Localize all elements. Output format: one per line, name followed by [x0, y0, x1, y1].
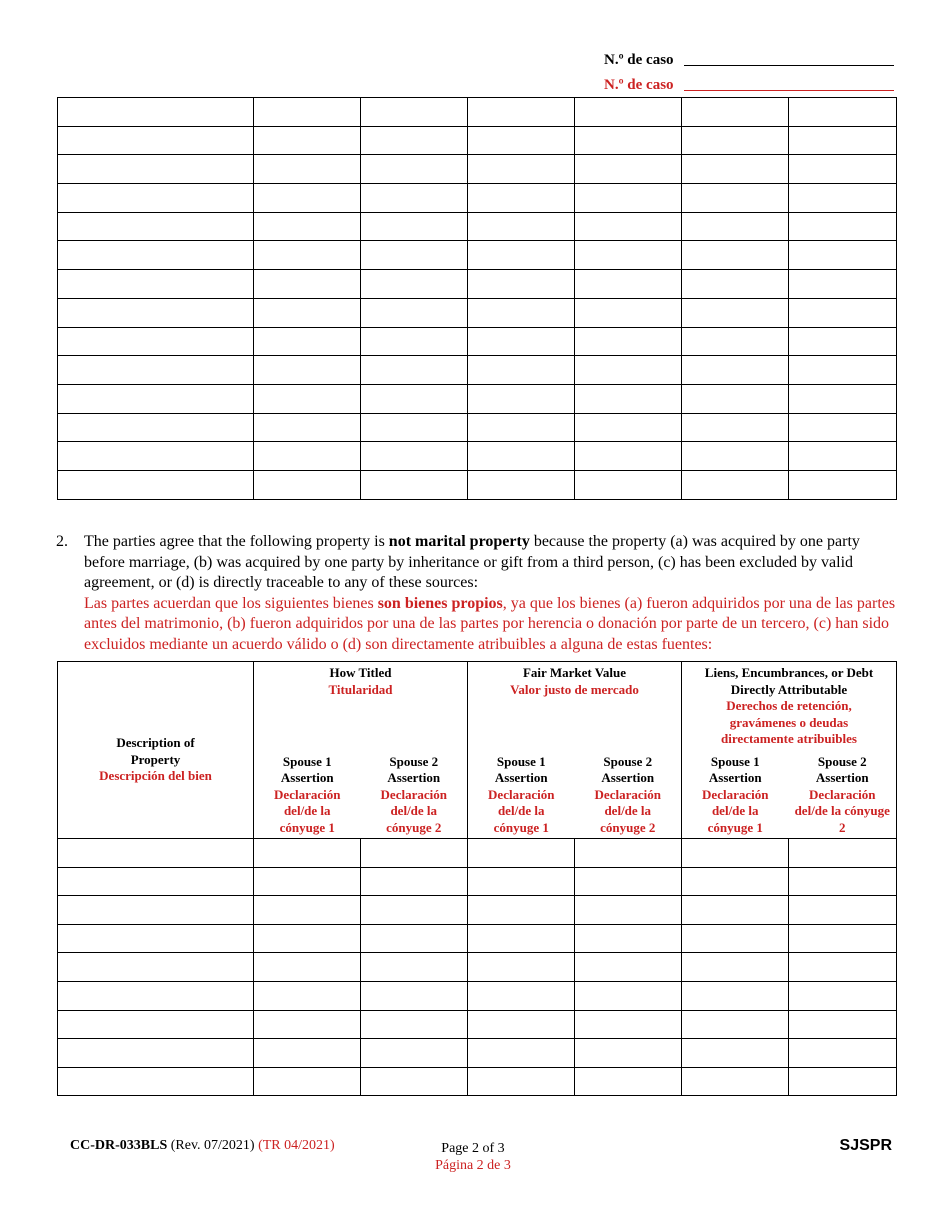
table2-cell[interactable]: [682, 1067, 789, 1096]
table1-cell[interactable]: [361, 212, 468, 241]
table1-cell[interactable]: [58, 241, 254, 270]
table1-cell[interactable]: [468, 126, 575, 155]
table2-row: [58, 1039, 897, 1068]
table2-row: [58, 839, 897, 868]
table2-cell[interactable]: [361, 1039, 468, 1068]
table2-cell[interactable]: [575, 867, 682, 896]
table1-cell[interactable]: [361, 470, 468, 499]
table1-cell[interactable]: [254, 270, 361, 299]
table2-cell[interactable]: [254, 981, 361, 1010]
table2-cell[interactable]: [361, 1067, 468, 1096]
table1-cell[interactable]: [468, 184, 575, 213]
table1-cell[interactable]: [254, 155, 361, 184]
table2-cell[interactable]: [789, 1010, 897, 1039]
table1-cell[interactable]: [468, 356, 575, 385]
table1-cell[interactable]: [682, 212, 789, 241]
non-marital-property-table: [57, 661, 897, 1096]
table1-cell[interactable]: [682, 327, 789, 356]
table1-cell[interactable]: [58, 327, 254, 356]
table2-cell[interactable]: [58, 896, 254, 925]
table2-row: [58, 981, 897, 1010]
case-number-label-en: N.º de caso: [604, 52, 674, 68]
table1-cell[interactable]: [575, 356, 682, 385]
table1-cell[interactable]: [58, 184, 254, 213]
table1-cell[interactable]: [682, 270, 789, 299]
table2-cell[interactable]: [789, 924, 897, 953]
table1-cell[interactable]: [361, 126, 468, 155]
table2-cell[interactable]: [682, 896, 789, 925]
table2-cell[interactable]: [575, 896, 682, 925]
table2-cell[interactable]: [58, 1039, 254, 1068]
table1-cell[interactable]: [58, 212, 254, 241]
section-2-text-es: Las partes acuerdan que los siguientes bienes son bienes propios, ya que los bienes (a) fueron adquiridos por una de las partes antes del matrimonio, (b) fueron adquiridos por una de las partes por herencia o donación por parte de un tercero, (c) han sido excluidos mediante un acuerdo válido o (d) son directamente atribuibles a alguna de estas fuentes:: [84, 594, 896, 653]
col-how-titled-spouse-2: Spouse 2 Assertion Declaración del/de la cónyuge 2: [361, 752, 468, 839]
table1-cell[interactable]: [468, 270, 575, 299]
table2-cell[interactable]: [789, 1067, 897, 1096]
table1-cell[interactable]: [575, 184, 682, 213]
table1-row: [58, 270, 897, 299]
table2-cell[interactable]: [58, 924, 254, 953]
table1-cell[interactable]: [789, 384, 897, 413]
table1-cell[interactable]: [58, 126, 254, 155]
table2-cell[interactable]: [58, 839, 254, 868]
table2-cell[interactable]: [361, 924, 468, 953]
table1-cell[interactable]: [254, 442, 361, 471]
table1-cell[interactable]: [468, 98, 575, 127]
court-code: SJSPR: [839, 1137, 892, 1154]
table1-cell[interactable]: [254, 126, 361, 155]
table1-cell[interactable]: [468, 241, 575, 270]
table1-cell[interactable]: [789, 184, 897, 213]
table2-row: [58, 896, 897, 925]
table1-cell[interactable]: [682, 241, 789, 270]
table1-cell[interactable]: [361, 155, 468, 184]
table1-cell[interactable]: [789, 298, 897, 327]
table1-cell[interactable]: [58, 270, 254, 299]
table1-cell[interactable]: [468, 442, 575, 471]
table2-cell[interactable]: [468, 981, 575, 1010]
table1-cell[interactable]: [682, 184, 789, 213]
table1-cell[interactable]: [58, 356, 254, 385]
table1-cell[interactable]: [468, 384, 575, 413]
group-how-titled: How Titled Titularidad: [254, 662, 468, 752]
table2-cell[interactable]: [682, 1039, 789, 1068]
col-fmv-spouse-2: Spouse 2 Assertion Declaración del/de la cónyuge 2: [575, 752, 682, 839]
bienes-propios-emphasis: son bienes propios: [377, 594, 503, 612]
table2-cell[interactable]: [254, 896, 361, 925]
table2-cell[interactable]: [468, 867, 575, 896]
table1-cell[interactable]: [254, 470, 361, 499]
table2-cell[interactable]: [682, 867, 789, 896]
case-number-en: [604, 52, 674, 69]
table2-cell[interactable]: [682, 1010, 789, 1039]
table1-row: [58, 98, 897, 127]
table1-cell[interactable]: [682, 126, 789, 155]
table2-cell[interactable]: [468, 953, 575, 982]
table1-cell[interactable]: [575, 270, 682, 299]
table1-cell[interactable]: [575, 241, 682, 270]
table2-cell[interactable]: [789, 896, 897, 925]
table1-cell[interactable]: [58, 384, 254, 413]
table1-cell[interactable]: [58, 470, 254, 499]
table1-cell[interactable]: [789, 241, 897, 270]
table1-cell[interactable]: [468, 212, 575, 241]
table1-cell[interactable]: [254, 241, 361, 270]
col-how-titled-spouse-1: Spouse 1 Assertion Declaración del/de la cónyuge 1: [254, 752, 361, 839]
table2-cell[interactable]: [789, 1039, 897, 1068]
table2-cell[interactable]: [254, 1010, 361, 1039]
table2-cell[interactable]: [361, 1010, 468, 1039]
table1-cell[interactable]: [789, 212, 897, 241]
col-liens-spouse-2: Spouse 2 Assertion Declaración del/de la cónyuge 2: [789, 752, 897, 839]
table2-row: [58, 1010, 897, 1039]
table2-cell[interactable]: [468, 839, 575, 868]
table1-cell[interactable]: [575, 413, 682, 442]
group-liens-encumbrances: Liens, Encumbrances, or Debt Directly Attributable Derechos de retención, gravámenes o deudas directamente atribuibles: [682, 662, 897, 752]
table2-cell[interactable]: [254, 953, 361, 982]
table2-cell[interactable]: [361, 839, 468, 868]
table1-cell[interactable]: [58, 413, 254, 442]
table1-cell[interactable]: [575, 155, 682, 184]
table1-cell[interactable]: [682, 98, 789, 127]
table1-cell[interactable]: [789, 270, 897, 299]
case-number-es: [604, 77, 674, 94]
table1-cell[interactable]: [361, 442, 468, 471]
table1-cell[interactable]: [789, 126, 897, 155]
table1-row: [58, 155, 897, 184]
table1-row: [58, 126, 897, 155]
group-fair-market-value: Fair Market Value Valor justo de mercado: [468, 662, 682, 752]
table2-cell[interactable]: [468, 1067, 575, 1096]
table2-cell[interactable]: [682, 924, 789, 953]
table2-cell[interactable]: [575, 1067, 682, 1096]
table2-cell[interactable]: [254, 839, 361, 868]
property-table-continued: [57, 97, 897, 500]
table1-cell[interactable]: [575, 298, 682, 327]
table1-cell[interactable]: [682, 470, 789, 499]
table1-cell[interactable]: [468, 327, 575, 356]
table2-cell[interactable]: [58, 867, 254, 896]
table1-cell[interactable]: [361, 327, 468, 356]
col-liens-spouse-1: Spouse 1 Assertion Declaración del/de la cónyuge 1: [682, 752, 789, 839]
table2-cell[interactable]: [361, 867, 468, 896]
table1-cell[interactable]: [789, 470, 897, 499]
table2-cell[interactable]: [789, 953, 897, 982]
table1-cell[interactable]: [682, 413, 789, 442]
table1-cell[interactable]: [682, 298, 789, 327]
case-number-label-es: N.º de caso: [604, 77, 674, 93]
table1-cell[interactable]: [682, 155, 789, 184]
table2-cell[interactable]: [468, 1010, 575, 1039]
table1-cell[interactable]: [58, 98, 254, 127]
table2-cell[interactable]: [575, 953, 682, 982]
table1-cell[interactable]: [789, 356, 897, 385]
table1-cell[interactable]: [254, 98, 361, 127]
table1-cell[interactable]: [682, 356, 789, 385]
table1-cell[interactable]: [58, 298, 254, 327]
case-number-line-es[interactable]: [684, 90, 894, 91]
table2-cell[interactable]: [254, 867, 361, 896]
table2-cell[interactable]: [254, 1067, 361, 1096]
table2-row: [58, 953, 897, 982]
table1-cell[interactable]: [361, 270, 468, 299]
table1-cell[interactable]: [468, 155, 575, 184]
table2-cell[interactable]: [682, 981, 789, 1010]
table1-cell[interactable]: [468, 470, 575, 499]
table2-cell[interactable]: [468, 924, 575, 953]
table1-row: [58, 327, 897, 356]
table1-cell[interactable]: [789, 98, 897, 127]
table1-row: [58, 413, 897, 442]
table2-cell[interactable]: [575, 839, 682, 868]
table1-row: [58, 184, 897, 213]
table1-cell[interactable]: [254, 413, 361, 442]
table2-cell[interactable]: [58, 953, 254, 982]
table1-cell[interactable]: [682, 442, 789, 471]
col-description: Description of Property Descripción del bien: [58, 662, 254, 839]
table1-row: [58, 298, 897, 327]
table2-cell[interactable]: [254, 924, 361, 953]
table1-cell[interactable]: [254, 184, 361, 213]
page-number: Page 2 of 3 Página 2 de 3: [435, 1141, 511, 1173]
section-2-text-en: The parties agree that the following property is not marital property because the property (a) was acquired by one party before marriage, (b) was acquired by one party by inheritance or gift from a third person, (c) has been excluded by valid agreement, or (d) is directly traceable to any of these sources:: [84, 533, 860, 591]
table2-cell[interactable]: [789, 867, 897, 896]
table2-cell[interactable]: [575, 1039, 682, 1068]
table2-row: [58, 867, 897, 896]
table1-cell[interactable]: [468, 298, 575, 327]
table1-cell[interactable]: [254, 327, 361, 356]
table1-cell[interactable]: [789, 155, 897, 184]
table1-cell[interactable]: [575, 470, 682, 499]
table2-cell[interactable]: [361, 981, 468, 1010]
table2-cell[interactable]: [254, 1039, 361, 1068]
table1-cell[interactable]: [254, 212, 361, 241]
table1-cell[interactable]: [361, 298, 468, 327]
table1-cell[interactable]: [254, 356, 361, 385]
table1-cell[interactable]: [254, 384, 361, 413]
table1-cell[interactable]: [361, 184, 468, 213]
table1-row: [58, 384, 897, 413]
table1-cell[interactable]: [468, 413, 575, 442]
table2-cell[interactable]: [58, 1010, 254, 1039]
table2-cell[interactable]: [789, 839, 897, 868]
table2-cell[interactable]: [468, 1039, 575, 1068]
table1-cell[interactable]: [789, 413, 897, 442]
col-fmv-spouse-1: Spouse 1 Assertion Declaración del/de la cónyuge 1: [468, 752, 575, 839]
form-identifier: CC-DR-033BLS (Rev. 07/2021) (TR 04/2021): [70, 1138, 335, 1153]
table1-cell[interactable]: [789, 442, 897, 471]
table2-row: [58, 924, 897, 953]
table1-cell[interactable]: [575, 212, 682, 241]
table1-cell[interactable]: [361, 98, 468, 127]
table1-row: [58, 212, 897, 241]
table2-cell[interactable]: [58, 981, 254, 1010]
table1-row: [58, 241, 897, 270]
not-marital-property-emphasis: not marital property: [388, 533, 530, 550]
table2-cell[interactable]: [361, 896, 468, 925]
table1-cell[interactable]: [361, 241, 468, 270]
table2-cell[interactable]: [361, 953, 468, 982]
table1-cell[interactable]: [682, 384, 789, 413]
table1-cell[interactable]: [575, 98, 682, 127]
table1-cell[interactable]: [575, 384, 682, 413]
table2-cell[interactable]: [575, 924, 682, 953]
table1-cell[interactable]: [575, 126, 682, 155]
table1-row: [58, 442, 897, 471]
table1-cell[interactable]: [361, 356, 468, 385]
table2-cell[interactable]: [575, 981, 682, 1010]
table1-cell[interactable]: [575, 327, 682, 356]
table2-cell[interactable]: [682, 953, 789, 982]
table1-cell[interactable]: [361, 384, 468, 413]
table2-cell[interactable]: [468, 896, 575, 925]
table1-cell[interactable]: [58, 442, 254, 471]
section-2-number: 2.: [56, 533, 68, 550]
table1-cell[interactable]: [361, 413, 468, 442]
table2-row: [58, 1067, 897, 1096]
table1-row: [58, 470, 897, 499]
table1-cell[interactable]: [789, 327, 897, 356]
table1-cell[interactable]: [575, 442, 682, 471]
case-number-line-en[interactable]: [684, 65, 894, 66]
table2-cell[interactable]: [58, 1067, 254, 1096]
table2-cell[interactable]: [575, 1010, 682, 1039]
table1-cell[interactable]: [58, 155, 254, 184]
table2-cell[interactable]: [789, 981, 897, 1010]
section-2-paragraph: [56, 532, 896, 655]
table2-cell[interactable]: [682, 839, 789, 868]
table1-row: [58, 356, 897, 385]
table1-cell[interactable]: [254, 298, 361, 327]
